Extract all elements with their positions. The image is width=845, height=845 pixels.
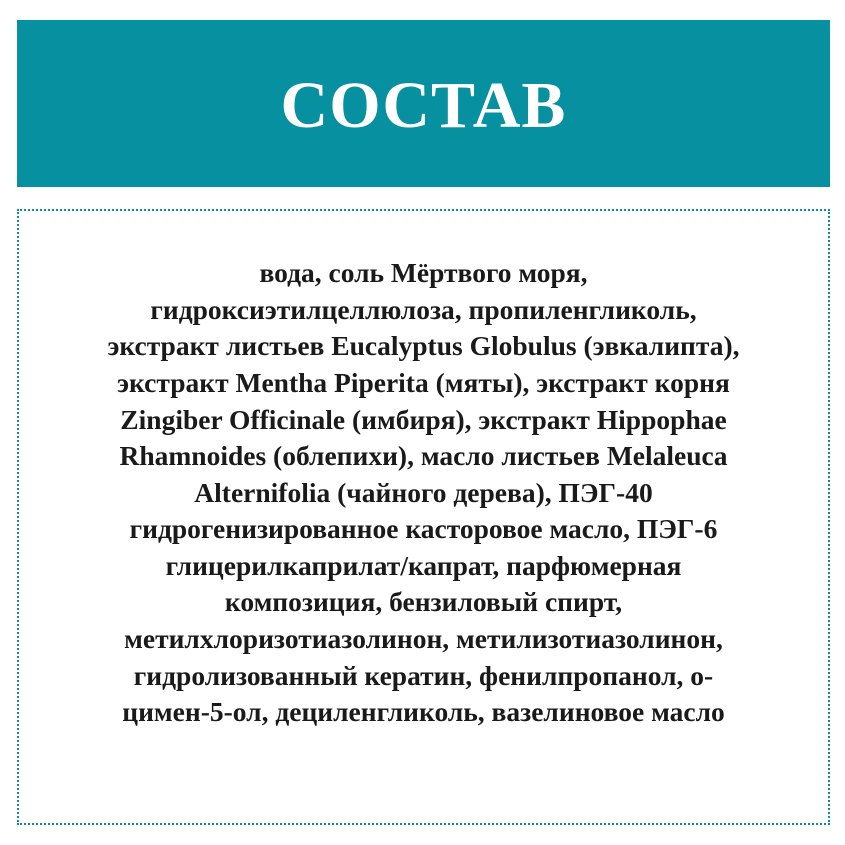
ingredients-line: Rhamnoides (облепихи), масло листьев Melaleuca	[119, 440, 728, 472]
ingredients-line: экстракт листьев Eucalyptus Globulus (эвкалипта),	[107, 330, 740, 362]
ingredients-line: экстракт Mentha Piperita (мяты), экстракт корня	[117, 366, 730, 398]
ingredients-line: Alternifolia (чайного дерева), ПЭГ-40	[194, 476, 653, 508]
ingredients-line: гидролизованный кератин, фенилпропанол, о-	[133, 659, 714, 691]
header-banner	[17, 20, 830, 187]
ingredients-line: метилхлоризотиазолинон, метилизотиазолинон,	[124, 623, 723, 655]
ingredients-box	[17, 209, 830, 825]
ingredients-line: гидрогенизированное касторовое масло, ПЭГ-6	[129, 513, 718, 545]
ingredients-list	[39, 255, 809, 731]
ingredients-line: глицерилкаприлат/капрат, парфюмерная	[165, 549, 682, 581]
ingredients-line: гидроксиэтилцеллюлоза, пропиленгликоль,	[150, 293, 697, 325]
ingredients-line: вода, соль Мёртвого моря,	[259, 257, 588, 289]
ingredients-line: композиция, бензиловый спирт,	[224, 586, 623, 618]
page-title: СОСТАВ	[280, 68, 567, 142]
ingredients-line: цимен-5-ол, дециленгликоль, вазелиновое масло	[122, 696, 725, 728]
ingredients-line: Zingiber Officinale (имбиря), экстракт Hippophae	[120, 403, 727, 435]
